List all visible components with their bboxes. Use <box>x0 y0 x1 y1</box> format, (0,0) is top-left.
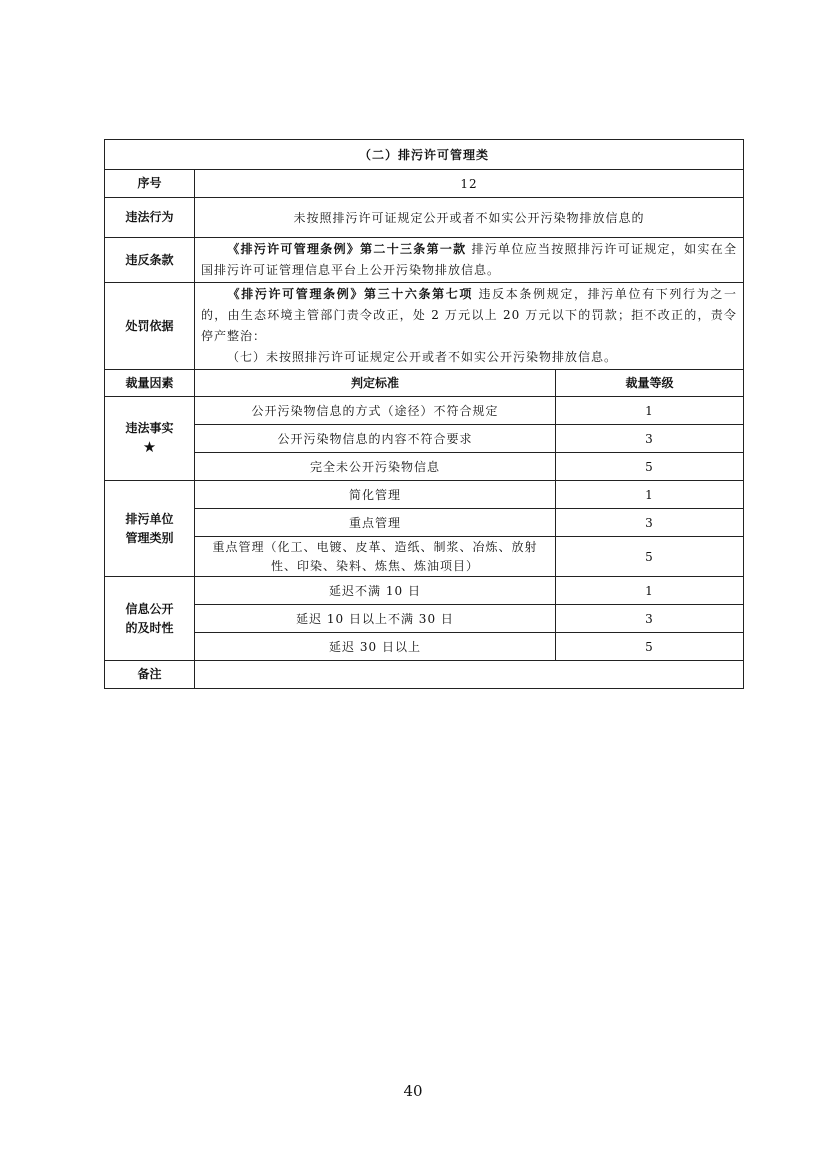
violated-clause-content <box>195 238 744 283</box>
level-cell: 3 <box>556 605 744 633</box>
level-cell: 1 <box>556 397 744 425</box>
table-row <box>105 605 744 633</box>
level-cell: 5 <box>556 537 744 577</box>
penalty-basis-text: 违反本条例规定，排污单位有下列行为之一的，由生态环境主管部门责令改正，处 2 万元以上 20 万元以下的罚款；拒不改正的，责令停产整治： <box>201 287 737 343</box>
table-row <box>105 425 744 453</box>
table-row <box>105 397 744 425</box>
table-row <box>105 481 744 509</box>
criteria-cell: 重点管理 <box>195 509 556 537</box>
criteria-cell: 延迟 10 日以上不满 30 日 <box>195 605 556 633</box>
discretion-header-row <box>105 370 744 397</box>
level-cell: 5 <box>556 633 744 661</box>
penalty-basis-item: （七）未按照排污许可证规定公开或者不如实公开污染物排放信息。 <box>227 350 618 364</box>
violation-row <box>105 198 744 238</box>
violated-clause-label: 违反条款 <box>105 238 195 283</box>
criteria-cell: 公开污染物信息的内容不符合要求 <box>195 425 556 453</box>
header-level: 裁量等级 <box>556 370 744 397</box>
serial-label: 序号 <box>105 170 195 198</box>
title-row <box>105 140 744 170</box>
level-cell: 1 <box>556 577 744 605</box>
criteria-cell: 完全未公开污染物信息 <box>195 453 556 481</box>
factor-name: 排污单位 <box>125 511 174 526</box>
level-cell: 1 <box>556 481 744 509</box>
criteria-cell: 延迟不满 10 日 <box>195 577 556 605</box>
remarks-value <box>195 661 744 689</box>
factor-group-label <box>105 481 195 577</box>
page-number: 40 <box>403 1082 423 1100</box>
criteria-cell: 延迟 30 日以上 <box>195 633 556 661</box>
section-title: （二）排污许可管理类 <box>105 140 744 170</box>
star-icon: ★ <box>142 438 157 456</box>
criteria-cell: 公开污染物信息的方式（途径）不符合规定 <box>195 397 556 425</box>
penalty-basis-citation: 《排污许可管理条例》第三十六条第七项 <box>227 287 474 301</box>
violation-label: 违法行为 <box>105 198 195 238</box>
factor-group-label <box>105 577 195 661</box>
factor-name: 管理类别 <box>125 530 174 545</box>
violated-clause-text: 排污单位应当按照排污许可证规定，如实在全国排污许可证管理信息平台上公开污染物排放信息。 <box>201 242 737 277</box>
level-cell: 3 <box>556 509 744 537</box>
header-criteria: 判定标准 <box>195 370 556 397</box>
factor-group-label <box>105 397 195 481</box>
table-row <box>105 537 744 577</box>
violated-clause-citation: 《排污许可管理条例》第二十三条第一款 <box>227 242 467 256</box>
penalty-basis-row <box>105 283 744 370</box>
table-row <box>105 509 744 537</box>
table-row <box>105 633 744 661</box>
criteria-cell: 重点管理（化工、电镀、皮革、造纸、制浆、冶炼、放射性、印染、染料、炼焦、炼油项目） <box>195 537 556 577</box>
penalty-basis-label: 处罚依据 <box>105 283 195 370</box>
penalty-discretion-table <box>104 139 744 689</box>
violation-value: 未按照排污许可证规定公开或者不如实公开污染物排放信息的 <box>195 198 744 238</box>
remarks-row <box>105 661 744 689</box>
serial-value: 12 <box>195 170 744 198</box>
criteria-cell: 简化管理 <box>195 481 556 509</box>
table-row <box>105 577 744 605</box>
header-factor: 裁量因素 <box>105 370 195 397</box>
factor-name: 违法事实 <box>125 421 174 435</box>
serial-row <box>105 170 744 198</box>
violated-clause-row <box>105 238 744 283</box>
factor-name: 信息公开 <box>125 601 174 616</box>
factor-name: 的及时性 <box>125 620 174 635</box>
remarks-label: 备注 <box>105 661 195 689</box>
level-cell: 3 <box>556 425 744 453</box>
table-row <box>105 453 744 481</box>
level-cell: 5 <box>556 453 744 481</box>
penalty-basis-content <box>195 283 744 370</box>
